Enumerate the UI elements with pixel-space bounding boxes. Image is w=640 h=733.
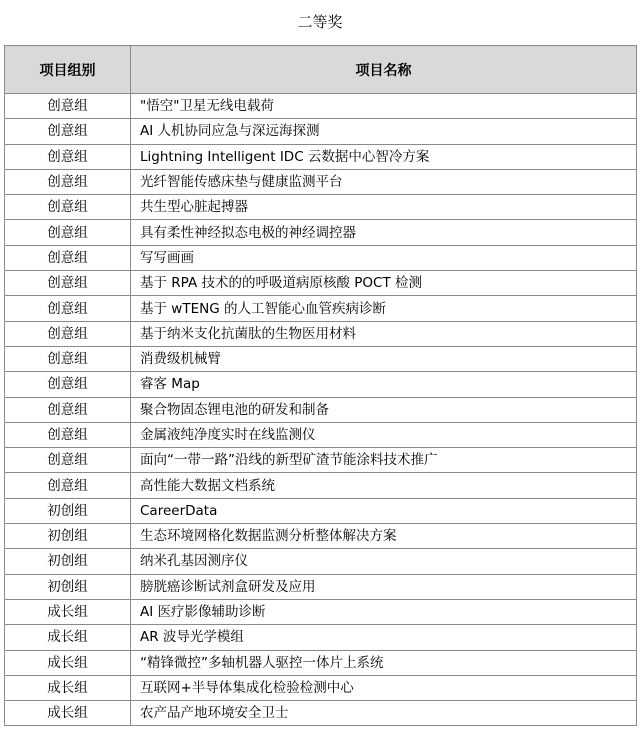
project-name-cell: 聚合物固态锂电池的研发和制备: [131, 397, 637, 422]
project-group-cell: 创意组: [5, 144, 131, 169]
project-name-cell: 纳米孔基因测序仪: [131, 549, 637, 574]
project-group-cell: 初创组: [5, 498, 131, 523]
project-group-cell: 创意组: [5, 346, 131, 371]
project-group-cell: 初创组: [5, 549, 131, 574]
project-name-cell: 消费级机械臂: [131, 346, 637, 371]
project-group-cell: 创意组: [5, 119, 131, 144]
table-row: [5, 195, 637, 220]
project-group-cell: 创意组: [5, 271, 131, 296]
table-row: [5, 245, 637, 270]
table-row: [5, 372, 637, 397]
table-row: [5, 94, 637, 119]
project-group-cell: 创意组: [5, 94, 131, 119]
project-group-cell: 成长组: [5, 701, 131, 726]
table-row: [5, 675, 637, 700]
table-body: [5, 94, 637, 726]
awards-table: [4, 45, 637, 726]
project-name-cell: 互联网+半导体集成化检验检测中心: [131, 675, 637, 700]
project-group-cell: 成长组: [5, 599, 131, 624]
table-row: [5, 144, 637, 169]
table-row: [5, 321, 637, 346]
project-name-cell: “精锋微控”多轴机器人驱控一体片上系统: [131, 650, 637, 675]
project-name-cell: Lightning Intelligent IDC 云数据中心智冷方案: [131, 144, 637, 169]
project-group-cell: 创意组: [5, 321, 131, 346]
project-name-cell: 睿客 Map: [131, 372, 637, 397]
table-row: [5, 650, 637, 675]
page-title: 二等奖: [297, 13, 343, 31]
project-group-cell: 创意组: [5, 473, 131, 498]
table-row: [5, 701, 637, 726]
project-name-cell: 面向“一带一路”沿线的新型矿渣节能涂料技术推广: [131, 448, 637, 473]
project-group-cell: 创意组: [5, 296, 131, 321]
table-row: [5, 574, 637, 599]
project-name-cell: 基于 RPA 技术的的呼吸道病原核酸 POCT 检测: [131, 271, 637, 296]
table-row: [5, 296, 637, 321]
table-header: [5, 46, 637, 94]
table-row: [5, 169, 637, 194]
project-name-cell: AI 人机协同应急与深远海探测: [131, 119, 637, 144]
project-name-cell: 写写画画: [131, 245, 637, 270]
project-group-cell: 初创组: [5, 524, 131, 549]
table-row: [5, 473, 637, 498]
project-group-cell: 成长组: [5, 650, 131, 675]
project-group-cell: 成长组: [5, 625, 131, 650]
project-name-cell: 基于 wTENG 的人工智能心血管疾病诊断: [131, 296, 637, 321]
project-group-cell: 创意组: [5, 220, 131, 245]
header-project-group: 项目组别: [5, 46, 131, 94]
project-group-cell: 创意组: [5, 169, 131, 194]
project-name-cell: 基于纳米支化抗菌肽的生物医用材料: [131, 321, 637, 346]
table-row: [5, 524, 637, 549]
table-row: [5, 448, 637, 473]
project-name-cell: 生态环境网格化数据监测分析整体解决方案: [131, 524, 637, 549]
project-name-cell: 具有柔性神经拟态电极的神经调控器: [131, 220, 637, 245]
project-name-cell: AR 波导光学模组: [131, 625, 637, 650]
project-group-cell: 创意组: [5, 372, 131, 397]
table-row: [5, 599, 637, 624]
table-row: [5, 220, 637, 245]
table-row: [5, 271, 637, 296]
project-name-cell: 共生型心脏起搏器: [131, 195, 637, 220]
table-row: [5, 625, 637, 650]
project-group-cell: 成长组: [5, 675, 131, 700]
project-group-cell: 初创组: [5, 574, 131, 599]
project-name-cell: 农产品产地环境安全卫士: [131, 701, 637, 726]
table-row: [5, 119, 637, 144]
project-name-cell: 光纤智能传感床垫与健康监测平台: [131, 169, 637, 194]
project-name-cell: "悟空"卫星无线电载荷: [131, 94, 637, 119]
project-group-cell: 创意组: [5, 397, 131, 422]
project-group-cell: 创意组: [5, 448, 131, 473]
table-row: [5, 397, 637, 422]
project-group-cell: 创意组: [5, 245, 131, 270]
table-row: [5, 549, 637, 574]
project-name-cell: 金属液纯净度实时在线监测仪: [131, 422, 637, 447]
project-name-cell: 高性能大数据文档系统: [131, 473, 637, 498]
table-row: [5, 346, 637, 371]
project-group-cell: 创意组: [5, 195, 131, 220]
header-row: [5, 46, 637, 94]
project-group-cell: 创意组: [5, 422, 131, 447]
project-name-cell: CareerData: [131, 498, 637, 523]
project-name-cell: AI 医疗影像辅助诊断: [131, 599, 637, 624]
table-row: [5, 498, 637, 523]
project-name-cell: 膀胱癌诊断试剂盒研发及应用: [131, 574, 637, 599]
table-row: [5, 422, 637, 447]
header-project-name: 项目名称: [131, 46, 637, 94]
